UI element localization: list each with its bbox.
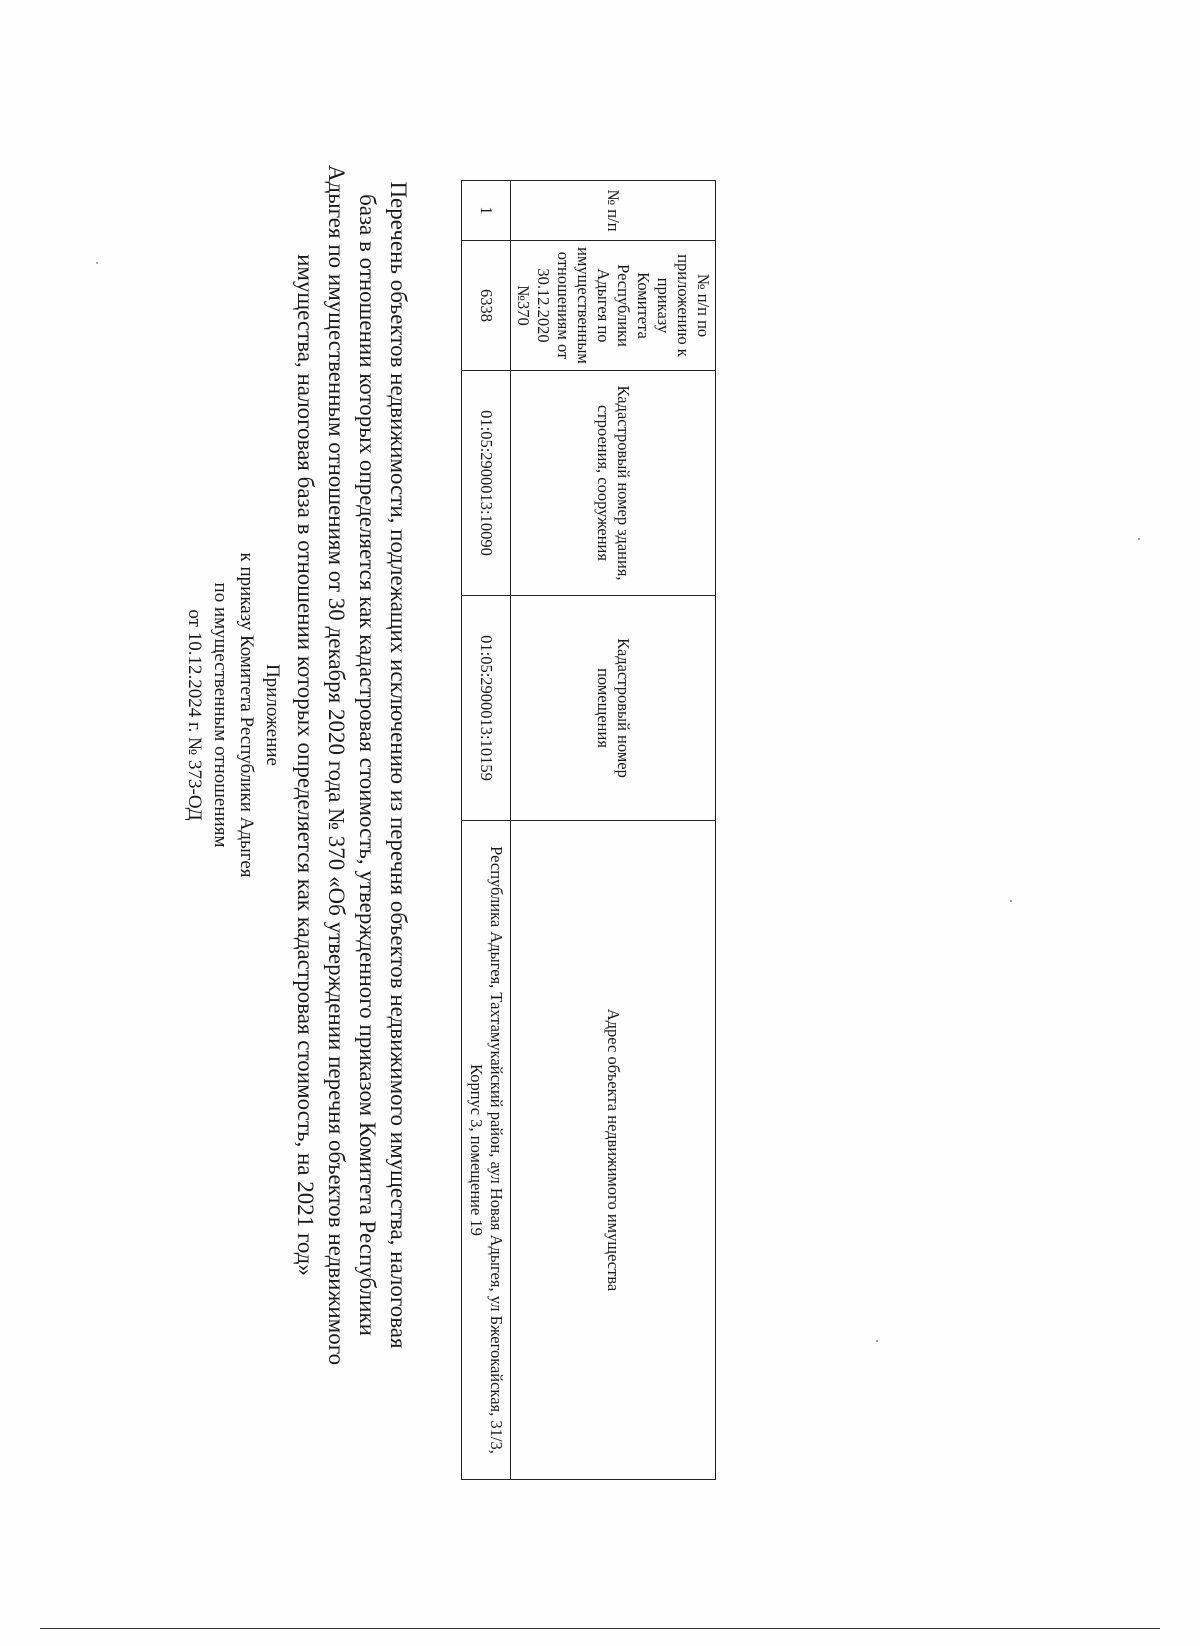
- heading-line: имущества, налоговая база в отношении которых определяется как кадастровая стоимость, на 2021 год»: [293, 254, 318, 1276]
- table-header-row: [511, 181, 716, 1480]
- appendix-block: [181, 0, 285, 1430]
- document-heading: [290, 50, 414, 1480]
- heading-line: Перечень объектов недвижимости, подлежащих исключению из перечня объектов недвижимого имущества, налоговая: [386, 181, 411, 1349]
- property-table: [461, 180, 716, 1480]
- header-number: № п/п: [511, 181, 716, 241]
- header-address: Адрес объекта недвижимого имущества: [511, 821, 716, 1480]
- scan-speck: [876, 1340, 878, 1342]
- header-premises-cadastral: Кадастровый номер помещения: [511, 596, 716, 821]
- cell-number: 1: [462, 181, 511, 241]
- rotated-document-content: [20, 0, 740, 1560]
- scan-speck: [1010, 900, 1012, 902]
- cell-building-cadastral: 01:05:2900013:10090: [462, 371, 511, 596]
- appendix-line: от 10.12.2024 г. № 373-ОД: [184, 609, 205, 821]
- heading-line: база в отношении которых определяется как кадастровая стоимость, утвержденного приказом Комитета Республики: [355, 194, 380, 1336]
- bottom-edge-line: [40, 1628, 1160, 1629]
- scan-speck: [1138, 538, 1140, 540]
- cell-premises-cadastral: 01:05:2900013:10159: [462, 596, 511, 821]
- heading-line: Адыгея по имущественным отношениям от 30 декабря 2020 года № 370 «Об утверждении перечня объектов недвижимого: [324, 164, 349, 1366]
- header-previous-number: № п/п по приложению к приказу Комитета Республики Адыгея по имущественным отношениям от 30.12.2020 №370: [511, 241, 716, 371]
- cell-address: Республика Адыгея, Тахтамукайский район, аул Новая Адыгея, ул Бжегокайская, 31/3, Корпус 3, помещение 19: [462, 821, 511, 1480]
- header-building-cadastral: Кадастровый номер здания, строения, сооружения: [511, 371, 716, 596]
- table-row: [462, 181, 511, 1480]
- appendix-line: по имущественным отношениям: [210, 582, 231, 848]
- appendix-line: Приложение: [262, 664, 283, 766]
- cell-previous-number: 6338: [462, 241, 511, 371]
- appendix-line: к приказу Комитета Республики Адыгея: [236, 552, 257, 878]
- scan-speck: [96, 262, 98, 264]
